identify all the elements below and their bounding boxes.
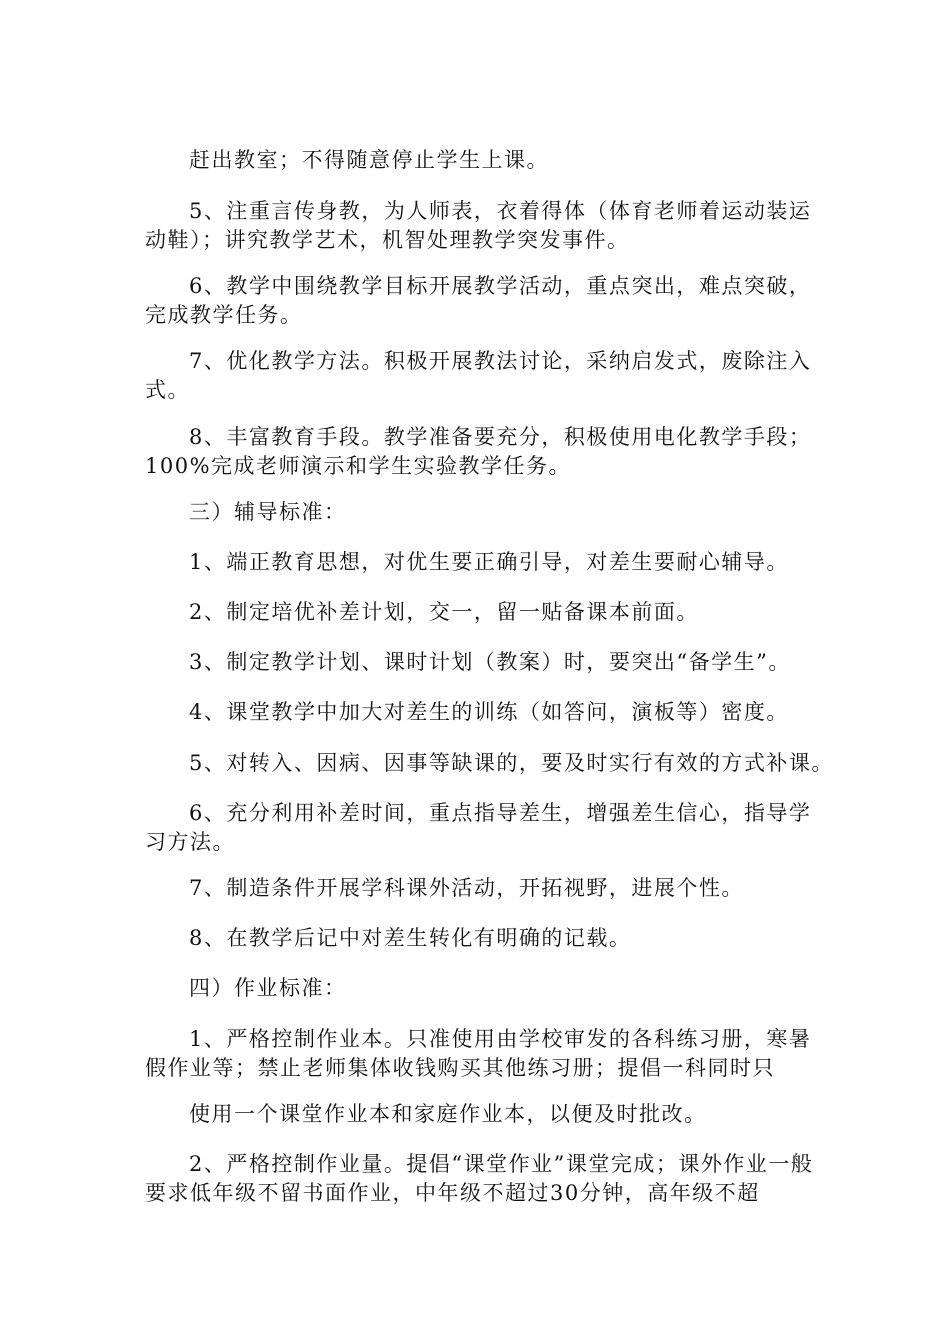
paragraph: 7、优化教学方法。积极开展教法讨论，采纳启发式，废除注入式。 — [145, 349, 812, 402]
section-heading: 四）作业标准： — [189, 976, 347, 1000]
paragraph: 使用一个课堂作业本和家庭作业本，以便及时批改。 — [189, 1102, 707, 1126]
paragraph: 5、对转入、因病、因事等缺课的，要及时实行有效的方式补课。 — [189, 751, 834, 775]
paragraph: 1、端正教育思想，对优生要正确引导，对差生要耐心辅导。 — [189, 550, 789, 574]
paragraph: 7、制造条件开展学科课外活动，开拓视野，进展个性。 — [189, 876, 744, 900]
paragraph: 2、制定培优补差计划，交一，留一贴备课本前面。 — [189, 600, 699, 624]
paragraph: 8、丰富教育手段。教学准备要充分，积极使用电化教学手段；100%完成老师演示和学生实验教学任务。 — [145, 425, 812, 478]
paragraph: 6、教学中围绕教学目标开展教学活动，重点突出，难点突破，完成教学任务。 — [145, 274, 812, 327]
paragraph: 4、课堂教学中加大对差生的训练（如答问，演板等）密度。 — [189, 700, 789, 724]
paragraph: 1、严格控制作业本。只准使用由学校审发的各科练习册，寒暑假作业等；禁止老师集体收钱购买其他练习册；提倡一科同时只 — [145, 1027, 812, 1080]
paragraph: 5、注重言传身教，为人师表，衣着得体（体育老师着运动装运动鞋）；讲究教学艺术，机智处理教学突发事件。 — [145, 199, 812, 252]
section-heading: 三）辅导标准： — [189, 500, 347, 524]
paragraph: 3、制定教学计划、课时计划（教案）时，要突出“备学生”。 — [189, 650, 791, 674]
paragraph: 8、在教学后记中对差生转化有明确的记载。 — [189, 926, 632, 950]
paragraph: 2、严格控制作业量。提倡“课堂作业”课堂完成；课外作业一般要求低年级不留书面作业，中年级不超过30分钟，高年级不超 — [145, 1152, 814, 1205]
paragraph: 赶出教室；不得随意停止学生上课。 — [189, 148, 549, 172]
paragraph: 6、充分利用补差时间，重点指导差生，增强差生信心，指导学习方法。 — [145, 801, 812, 854]
